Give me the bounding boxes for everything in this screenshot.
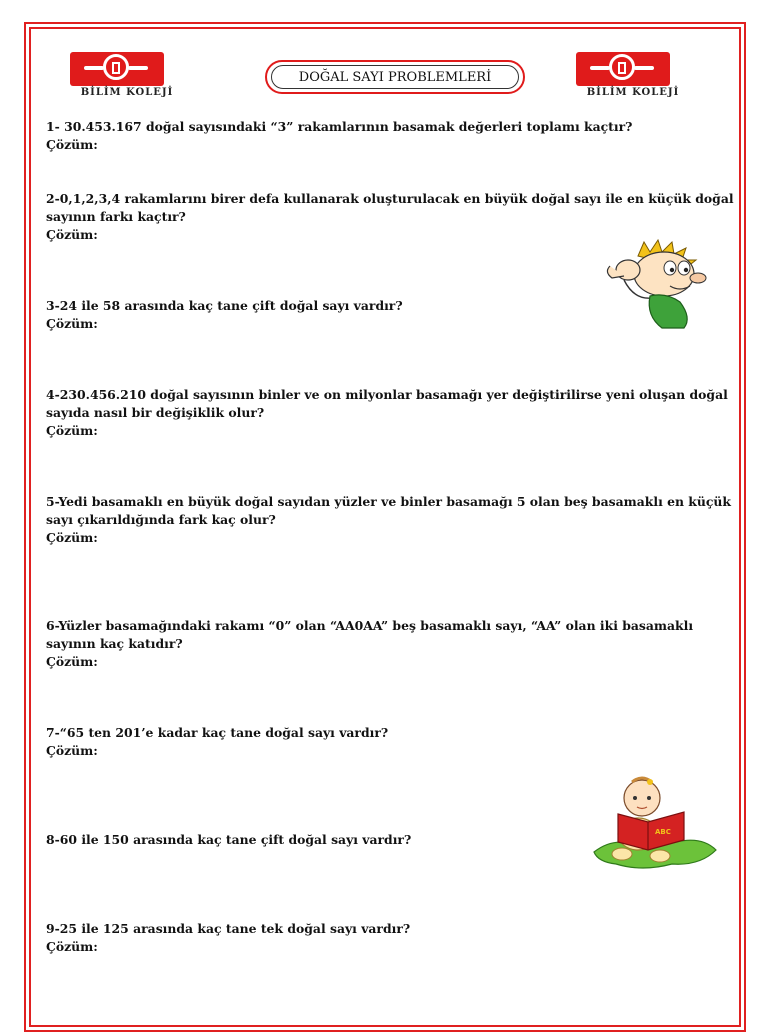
question-text: 1- 30.453.167 doğal sayısındaki “3” rakamlarının basamak değerleri toplamı kaçtır? — [46, 119, 633, 134]
logo-emblem-icon — [609, 54, 635, 80]
question-1 — [46, 118, 738, 154]
logo-badge — [576, 52, 670, 86]
solution-label: Çözüm: — [46, 743, 98, 758]
solution-label: Çözüm: — [46, 939, 98, 954]
logo-emblem-icon — [103, 54, 129, 80]
page-title — [265, 60, 525, 94]
solution-label: Çözüm: — [46, 316, 98, 331]
question-6 — [46, 617, 738, 671]
solution-label: Çözüm: — [46, 227, 98, 242]
question-text: 8-60 ile 150 arasında kaç tane çift doğal sayı vardır? — [46, 832, 412, 847]
question-text: 3-24 ile 58 arasında kaç tane çift doğal sayı vardır? — [46, 298, 403, 313]
question-text: 7-“65 ten 201’e kadar kaç tane doğal sayı vardır? — [46, 725, 389, 740]
school-logo-right — [572, 52, 694, 104]
question-7 — [46, 724, 738, 760]
logo-badge — [70, 52, 164, 86]
question-2 — [46, 190, 738, 244]
question-5 — [46, 493, 738, 547]
cartoon-boy-listening-icon — [600, 238, 716, 330]
question-9 — [46, 920, 738, 956]
logo-text: BİLİM KOLEJİ — [586, 87, 680, 98]
logo-text: BİLİM KOLEJİ — [80, 87, 174, 98]
question-text: 6-Yüzler basamağındaki rakamı “0” olan “AA0AA” beş basamaklı sayı, “AA” olan iki basamaklı sayının kaç katıdır? — [46, 618, 694, 651]
page-title-text: DOĞAL SAYI PROBLEMLERİ — [298, 69, 492, 85]
solution-label: Çözüm: — [46, 654, 98, 669]
solution-label: Çözüm: — [46, 530, 98, 545]
question-text: 2-0,1,2,3,4 rakamlarını birer defa kullanarak oluşturulacak en büyük doğal sayı ile en küçük doğal sayının farkı kaçtır? — [46, 191, 734, 224]
solution-label: Çözüm: — [46, 137, 98, 152]
question-text: 9-25 ile 125 arasında kaç tane tek doğal sayı vardır? — [46, 921, 411, 936]
baby-reading-book-icon — [592, 776, 718, 872]
question-text: 5-Yedi basamaklı en büyük doğal sayıdan yüzler ve binler basamağı 5 olan beş basamaklı en küçük sayı çıkarıldığında fark kaç olur? — [46, 494, 732, 527]
question-text: 4-230.456.210 doğal sayısının binler ve on milyonlar basamağı yer değiştirilirse yeni oluşan doğal sayıda nasıl bir değişiklik olur? — [46, 387, 728, 420]
school-logo-left — [66, 52, 188, 104]
solution-label: Çözüm: — [46, 423, 98, 438]
question-4 — [46, 386, 738, 440]
svg-text:ABC: ABC — [655, 828, 671, 836]
